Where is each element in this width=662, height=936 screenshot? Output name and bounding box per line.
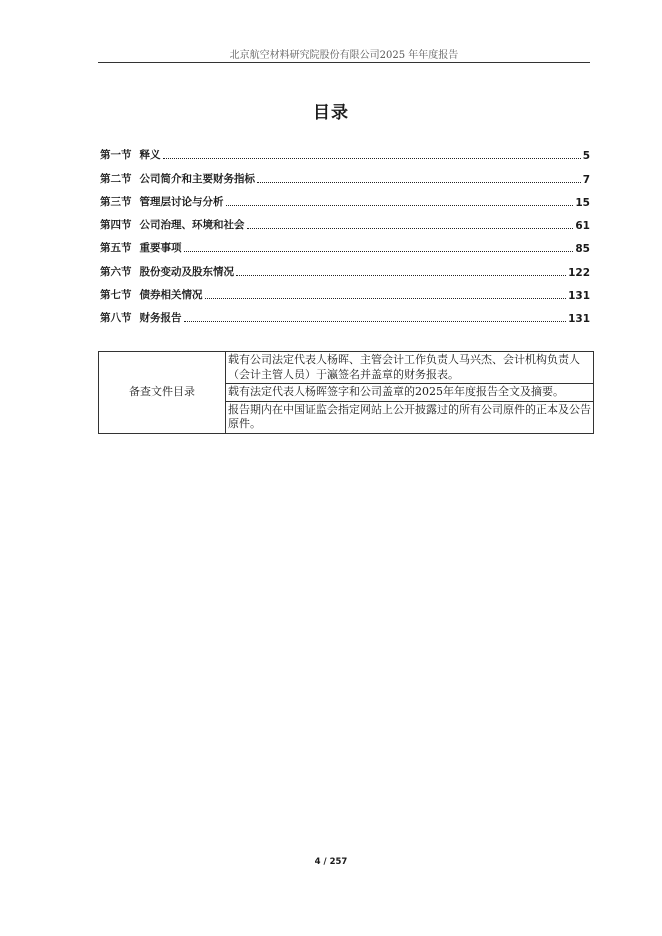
reference-document-item: 载有公司法定代表人杨晖、主管会计工作负责人马兴杰、会计机构负责人（会计主管人员）于瀛签名并盖章的财务报表。 — [226, 352, 594, 384]
toc-page-number: 85 — [575, 243, 590, 256]
reference-document-item: 载有法定代表人杨晖签字和公司盖章的2025年年度报告全文及摘要。 — [226, 384, 594, 402]
toc-page-number: 5 — [582, 150, 590, 163]
toc-page-number: 61 — [575, 220, 590, 233]
toc-section-title: 债券相关情况 — [139, 289, 203, 302]
toc-section-title: 公司治理、环境和社会 — [139, 219, 245, 232]
toc-section-title: 公司简介和主要财务指标 — [139, 172, 255, 185]
toc-section-title: 股份变动及股东情况 — [139, 265, 234, 278]
toc-section-title: 管理层讨论与分析 — [139, 195, 224, 208]
toc-entry-6[interactable] — [100, 255, 590, 278]
toc-entry-4[interactable] — [100, 209, 590, 232]
toc-page-number: 131 — [568, 290, 590, 303]
toc-section-number: 第一节 — [100, 149, 132, 162]
toc-entry-7[interactable] — [100, 279, 590, 302]
reference-documents-label: 备查文件目录 — [99, 352, 226, 434]
toc-page-number: 15 — [575, 196, 590, 209]
toc-leader-dots — [163, 158, 581, 159]
table-of-contents — [100, 139, 590, 325]
toc-leader-dots — [257, 182, 581, 183]
toc-section-number: 第三节 — [100, 195, 132, 208]
toc-leader-dots — [205, 298, 567, 299]
header-divider — [98, 62, 590, 63]
page-header: 北京航空材料研究院股份有限公司2025 年年度报告 — [229, 50, 459, 61]
toc-page-number: 122 — [568, 266, 590, 279]
toc-entry-2[interactable] — [100, 162, 590, 185]
toc-leader-dots — [184, 251, 574, 252]
toc-page-number: 131 — [568, 313, 590, 326]
toc-entry-8[interactable] — [100, 302, 590, 325]
reference-documents-table — [98, 351, 594, 434]
toc-entry-3[interactable] — [100, 186, 590, 209]
page-number: 4 / 257 — [314, 857, 348, 867]
toc-section-number: 第五节 — [100, 242, 132, 255]
toc-section-number: 第四节 — [100, 219, 132, 232]
toc-leader-dots — [247, 228, 574, 229]
toc-entry-1[interactable] — [100, 139, 590, 162]
toc-page-number: 7 — [582, 173, 590, 186]
toc-leader-dots — [226, 205, 574, 206]
toc-title: 目录 — [313, 103, 349, 123]
toc-section-number: 第六节 — [100, 265, 132, 278]
toc-section-number: 第八节 — [100, 312, 132, 325]
toc-section-title: 重要事项 — [139, 242, 182, 255]
toc-leader-dots — [236, 275, 566, 276]
toc-section-title: 财务报告 — [139, 312, 182, 325]
toc-section-title: 释义 — [139, 149, 161, 162]
reference-document-item: 报告期内在中国证监会指定网站上公开披露过的所有公司原件的正本及公告原件。 — [226, 401, 594, 433]
toc-entry-5[interactable] — [100, 232, 590, 255]
table-row — [99, 352, 594, 384]
toc-section-number: 第七节 — [100, 289, 132, 302]
toc-leader-dots — [184, 321, 567, 322]
toc-section-number: 第二节 — [100, 172, 132, 185]
